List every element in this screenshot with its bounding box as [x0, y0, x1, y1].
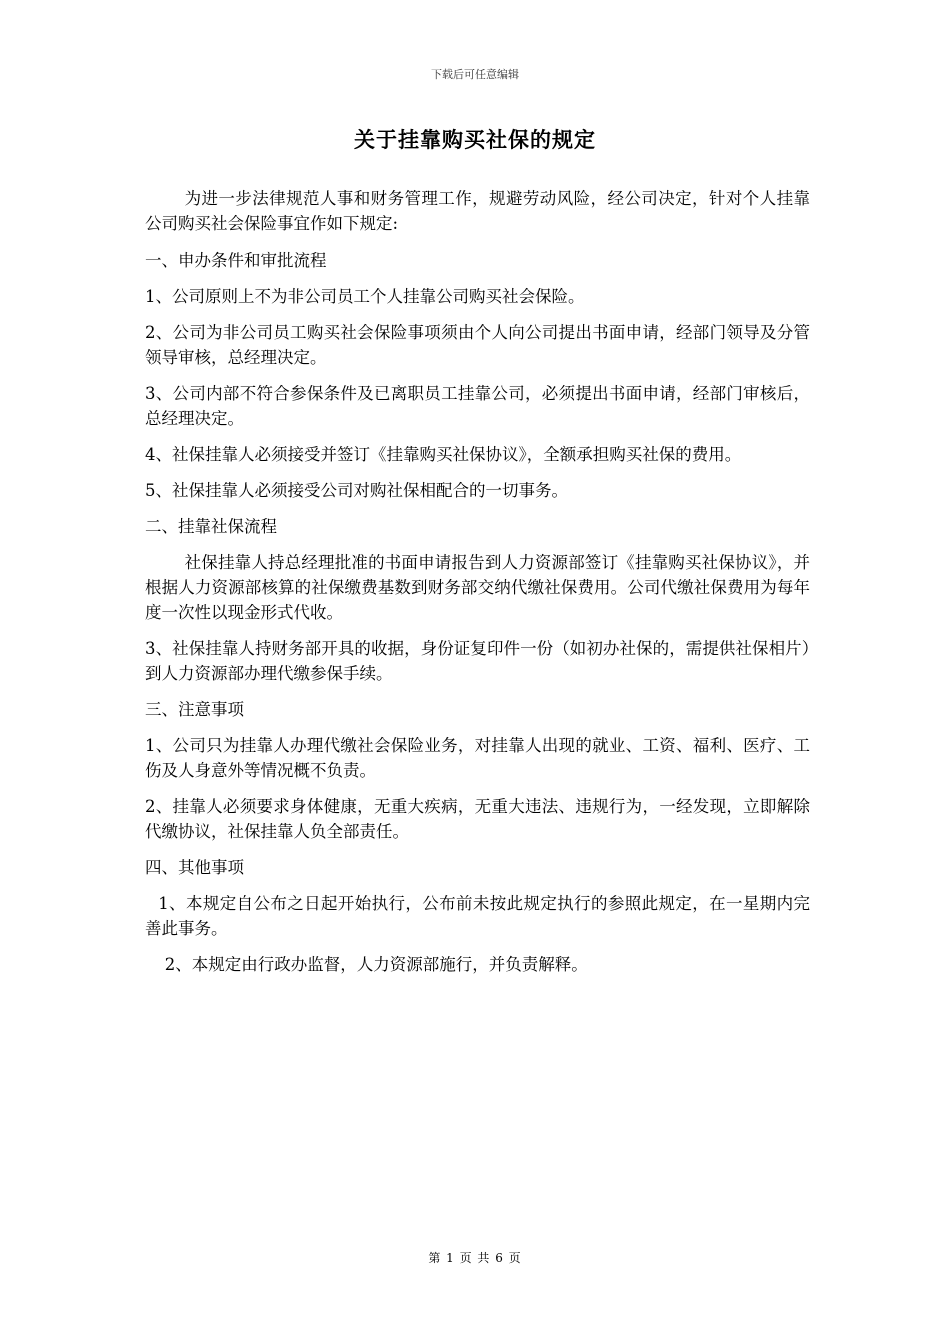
section-3-item-1: 1、公司只为挂靠人办理代缴社会保险业务，对挂靠人出现的就业、工资、福利、医疗、工伤及人身意外等情况概不负责。	[145, 736, 810, 780]
section-4-item-1: 1、本规定自公布之日起开始执行，公布前未按此规定执行的参照此规定，在一星期内完善此事务。	[145, 894, 810, 938]
section-4-heading: 四、其他事项	[145, 858, 244, 877]
section-1-item-3: 3、公司内部不符合参保条件及已离职员工挂靠公司，必须提出书面申请，经部门审核后，总经理决定。	[145, 384, 810, 428]
document-title: 关于挂靠购买社保的规定	[354, 127, 596, 152]
header-note: 下载后可任意编辑	[431, 68, 519, 81]
section-4-item-2: 2、本规定由行政办监督，人力资源部施行，并负责解释。	[164, 955, 588, 974]
section-1-heading: 一、申办条件和审批流程	[145, 251, 327, 270]
section-1-item-4: 4、社保挂靠人必须接受并签订《挂靠购买社保协议》，全额承担购买社保的费用。	[145, 445, 742, 464]
section-2-paragraph: 社保挂靠人持总经理批准的书面申请报告到人力资源部签订《挂靠购买社保协议》，并根据人力资源部核算的社保缴费基数到财务部交纳代缴社保费用。公司代缴社保费用为每年度一次性以现金形式代收。	[145, 553, 810, 622]
section-2-heading: 二、挂靠社保流程	[145, 517, 277, 536]
intro-paragraph: 为进一步法律规范人事和财务管理工作，规避劳动风险，经公司决定，针对个人挂靠公司购买社会保险事宜作如下规定:	[145, 189, 810, 233]
section-1-item-5: 5、社保挂靠人必须接受公司对购社保相配合的一切事务。	[145, 481, 568, 500]
section-1-item-2: 2、公司为非公司员工购买社会保险事项须由个人向公司提出书面申请，经部门领导及分管领导审核，总经理决定。	[145, 323, 810, 367]
section-3-heading: 三、注意事项	[145, 700, 244, 719]
page-number-footer: 第 1 页 共 6 页	[428, 1251, 522, 1265]
section-3-item-2: 2、挂靠人必须要求身体健康，无重大疾病，无重大违法、违规行为，一经发现，立即解除代缴协议，社保挂靠人负全部责任。	[145, 797, 810, 841]
document-body	[145, 186, 810, 988]
section-1-item-1: 1、公司原则上不为非公司员工个人挂靠公司购买社会保险。	[145, 287, 585, 306]
section-2-item-3: 3、社保挂靠人持财务部开具的收据，身份证复印件一份（如初办社保的，需提供社保相片）到人力资源部办理代缴参保手续。	[145, 639, 810, 683]
